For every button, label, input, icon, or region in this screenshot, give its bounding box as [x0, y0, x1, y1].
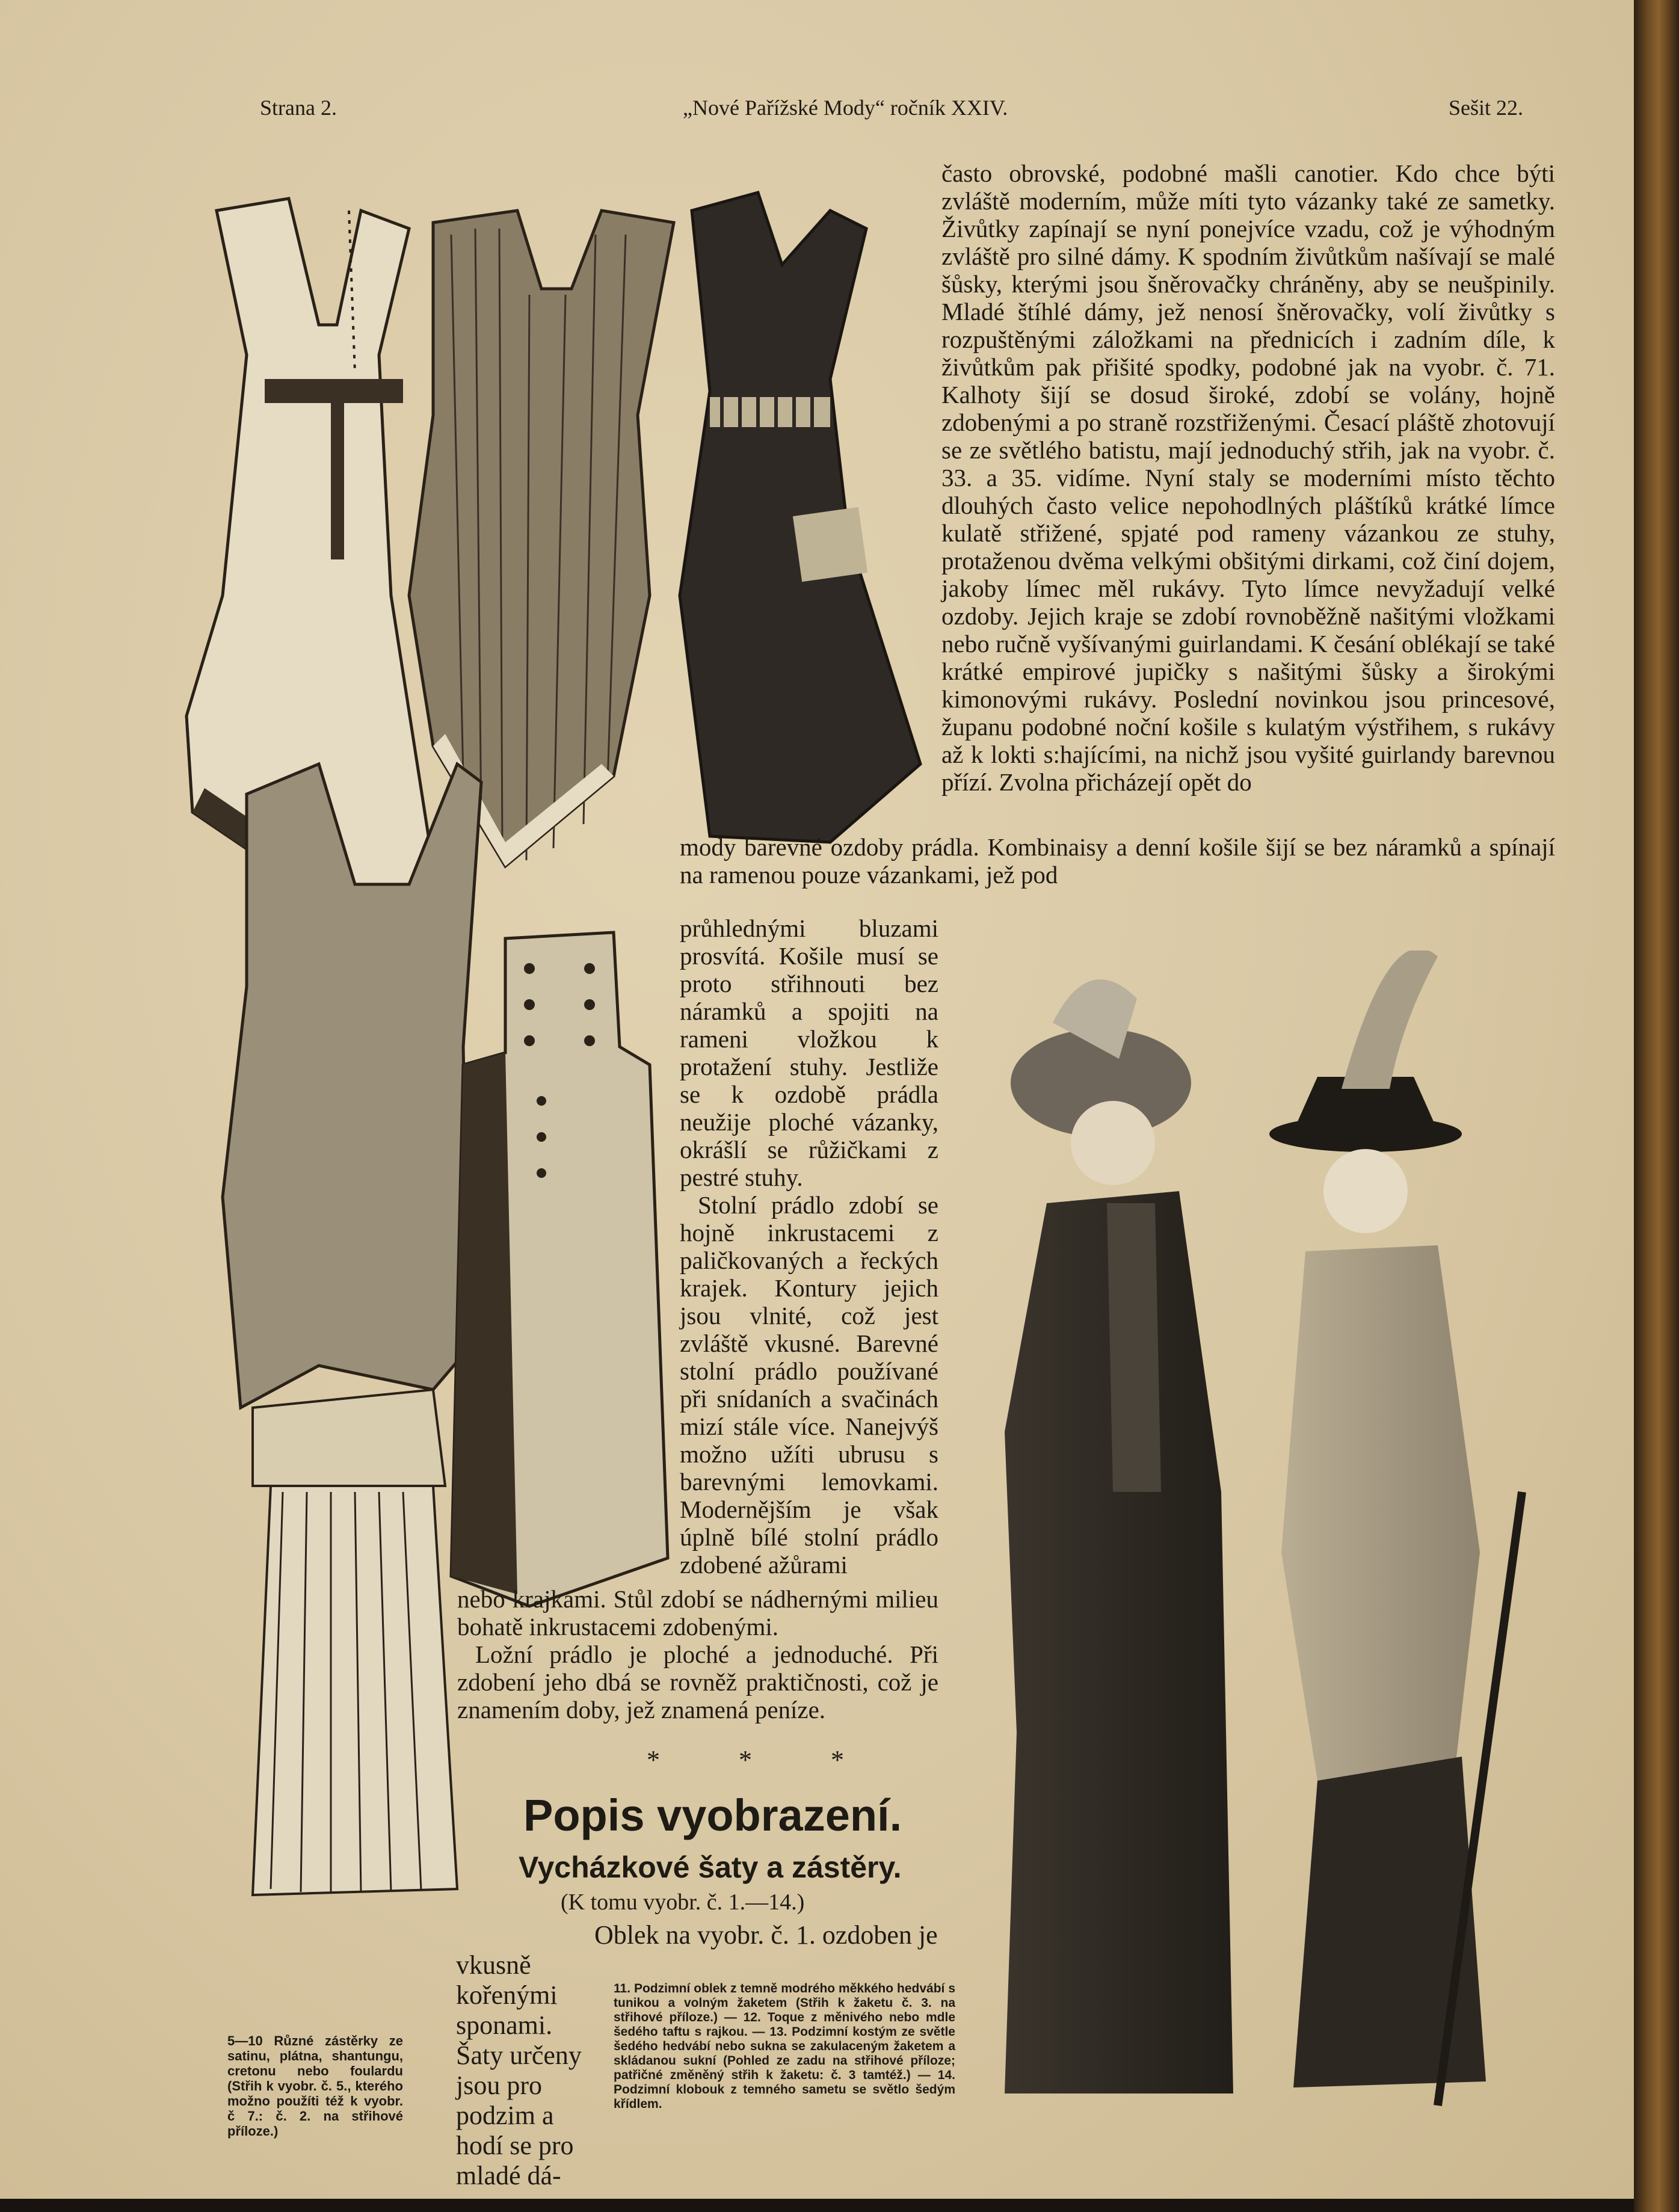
- figure-reference: (K tomu vyobr. č. 1.—14.): [561, 1890, 805, 1915]
- article-paragraph: Stolní prádlo zdobí se hojně inkrustacemi z paličkovaných a řeckých krajek. Kontury jejich jsou vlnité, což jest zvláště vkusné. Barevné stolní prádlo používané při snídaních a svačinách mizí stále více. Nanejvýš možno užíti ubrusu s barevnými lemovkami. Modernějším je však úplně bílé stolní prádlo zdobené ažůrami: [680, 1191, 938, 1579]
- apron-figure-dotted: [223, 764, 481, 1895]
- article-paragraph: průhlednými bluzami prosvítá. Košile musí se proto střihnouti bez náramků a spojiti na rameni vložkou k protažení stuhy. Jestliže se k ozdobě prádla neužije ploché vázanky, okrášlí se růžičkami z pestré stuhy.: [680, 914, 938, 1191]
- section-title: Popis vyobrazení.: [523, 1790, 902, 1840]
- section-divider: * * *: [647, 1745, 880, 1775]
- ladies-caption: 11. Podzimní oblek z temně modrého měkkého hedvábí s tunikou a volným žaketem (Střih k žaketu č. 3. na střihové příloze.) — 12. Toque z měnivého nebo mdle šedého taftu s rajkou. — 13. Podzimní kostým ze světle šedého hedvábí nebo sukna se zakulaceným žaketem a skládanou sukní (Pohled ze zadu na střihové příloze; patřičné změněný střih k žaketu: č. 3 tamtéž.) — 14. Podzimní klobouk z temného sametu se světlo šedým křídlem.: [614, 1982, 955, 2111]
- lady-light-suit: [1269, 950, 1522, 2106]
- apron-caption: 5—10 Různé zástěrky ze satinu, plátna, shantungu, cretonu nebo foulardu (Střih k vyobr. č. 5., kterého možno použíti též k vyobr. č 7.: č. 2. na střihové příloze.): [227, 2033, 403, 2139]
- article-column-middle: [457, 1585, 938, 1724]
- issue-number: Sešit 22.: [1449, 96, 1524, 120]
- article-column-wide: [680, 833, 1555, 889]
- article-paragraph: často obrovské, podobné mašli canotier. Kdo chce býti zvláště moderním, může míti tyto vázanky také ze sametky. Živůtky zapínají se nyní ponejvíce vzadu, což je výhodným zvláště pro silné dámy. K spodním živůtkům našívají se malé šůsky, kterými jsou šněrovačky chráněny, aby se neušpinily. Mladé štíhlé dámy, jež nenosí šněrovačky, volí živůtky s rozpuštěnými záložkami na přednicích i zadním díle, k živůtkům pak přišité spodky, podobné jak na vyobr. č. 71. Kalhoty šijí se dosud široké, zdobí se volány, hojně zdobenými a po straně rozstřiženými. Česací pláště zhotovují se ze světlého batistu, mají jednoduchý střih, jak na vyobr. č. 33. a 35. vidíme. Nyní staly se moderními místo těchto dlouhých často velice nepohodlných pláštíků krátké límce kulatě střižené, spjaté pod rameny vázankou ze stuhy, protaženou dvěma velkými obšitými dirkami, což činí dojem, jakoby límec měl rukávy. Tyto límce nevyžadují velké ozdoby. Jejich kraje se zdobí rovnoběžně našitými vložkami nebo ručně vyšívanými guirlandami. K česání oblékají se také krátké empirové jupičky s našitými šůsky a širokými kimonovými rukávy. Poslední novinkou jsou princesové, županu podobné noční košile s kulatým výstřihem, s rukávy až k lokti s:hajícími, na nichž jsou vyšité guirlandy barevnou přízí. Zvolna přicházejí opět do: [941, 159, 1555, 796]
- ladies-illustration: [981, 950, 1582, 2166]
- section-subtitle: Vycházkové šaty a zástěry.: [519, 1850, 902, 1884]
- article-column-top: [941, 159, 1555, 796]
- apron-figure-striped: [409, 211, 674, 866]
- article-column-narrow: [680, 914, 938, 1579]
- page-number: Strana 2.: [260, 96, 337, 120]
- apron-figure-dark: [680, 193, 920, 842]
- page-bottom-edge: [0, 2199, 1634, 2212]
- page-header: [0, 95, 1634, 125]
- description-lead: Oblek na vyobr. č. 1. ozdoben je: [594, 1920, 938, 1950]
- article-paragraph: Ložní prádlo je ploché a jednoduché. Při zdobení jeho dbá se rovněž praktičnosti, což je znamením doby, jež znamená peníze.: [457, 1641, 938, 1724]
- article-paragraph: nebo krajkami. Stůl zdobí se nádhernými milieu bohatě inkrustacemi zdobenými.: [457, 1585, 938, 1641]
- description-column: vkusně kořenými sponami. Šaty určeny jsou pro podzim a hodí se pro mladé dá-: [456, 1950, 582, 2190]
- article-paragraph: mody barevné ozdoby prádla. Kombinaisy a denní košile šijí se bez náramků a spínají na ramenou pouze vázankami, jež pod: [680, 833, 1555, 889]
- magazine-title: „Nové Pařížské Mody“ ročník XXIV.: [683, 96, 1008, 120]
- apron-figure-buttoned: [451, 932, 668, 1606]
- book-binding: [1634, 0, 1679, 2212]
- lady-dark-suit: [1005, 979, 1233, 2093]
